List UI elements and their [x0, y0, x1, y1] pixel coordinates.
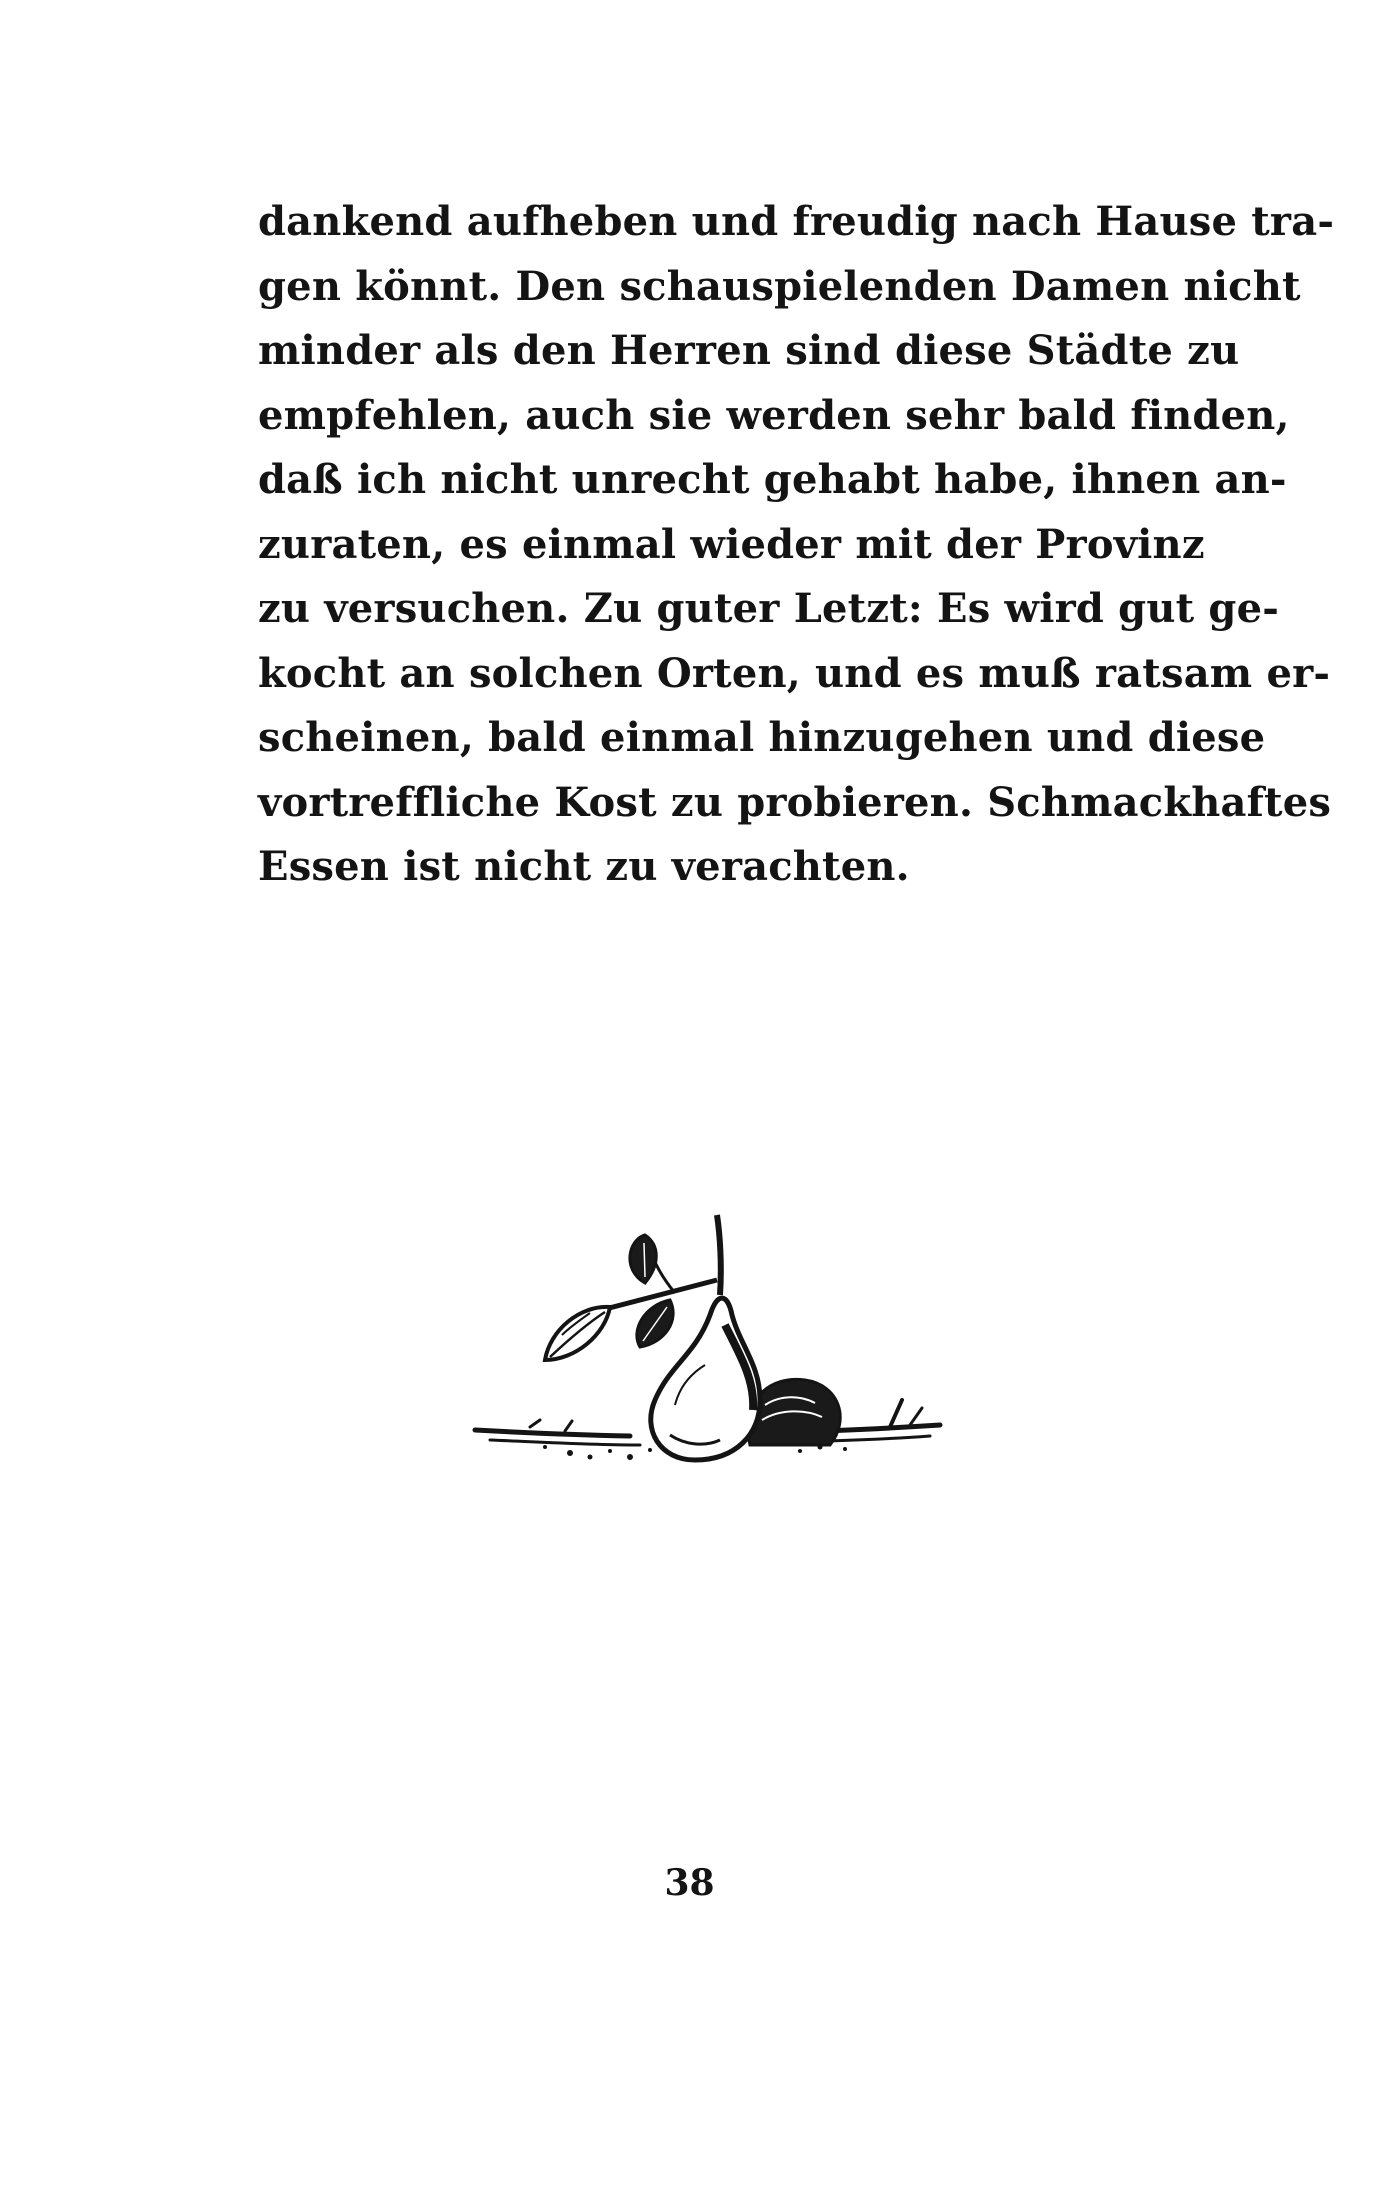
leaves-icon	[545, 1235, 717, 1360]
text-line: vortreffliche Kost zu probieren. Schmackhaftes	[258, 778, 1332, 826]
text-line: empfehlen, auch sie werden sehr bald finden,	[258, 391, 1290, 439]
text-line: daß ich nicht unrecht gehabt habe, ihnen an-	[258, 456, 1287, 503]
text-line: dankend aufheben und freudig nach Hause tra-	[258, 198, 1335, 245]
text-line: gen könnt. Den schauspielenden Damen nicht	[258, 262, 1301, 310]
text-line: kocht an solchen Orten, und es muß ratsam er-	[258, 649, 1331, 697]
text-line: scheinen, bald einmal hinzugehen und diese	[258, 714, 1266, 761]
round-fruit-icon	[748, 1379, 840, 1445]
text-line-last: Essen ist nicht zu verachten.	[258, 843, 910, 890]
body-text	[258, 190, 1335, 900]
pear-icon	[651, 1215, 760, 1460]
text-line: zuraten, es einmal wieder mit der Provinz	[258, 520, 1205, 568]
text-line: zu versuchen. Zu guter Letzt: Es wird gut ge-	[258, 585, 1280, 632]
pear-still-life-icon	[470, 1195, 950, 1510]
text-line: minder als den Herren sind diese Städte zu	[258, 327, 1240, 374]
page-number: 38	[664, 1862, 715, 1904]
